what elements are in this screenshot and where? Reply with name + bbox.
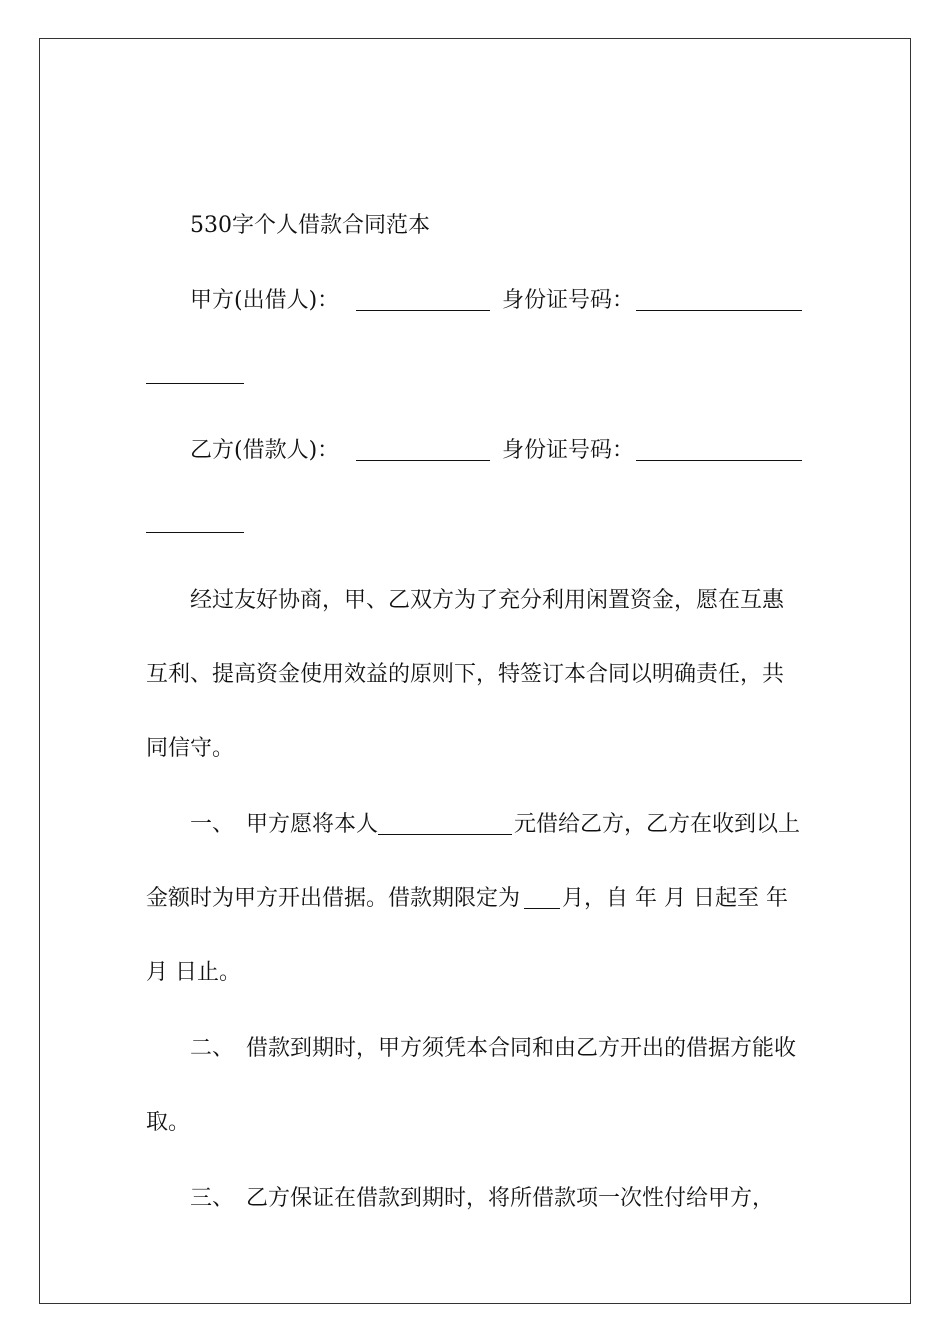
clause-3-number: 三、 — [190, 1186, 235, 1211]
document-title: 530字个人借款合同范本 — [190, 213, 430, 238]
clause-1-text-b: 元借给乙方，乙方在收到以上 — [514, 812, 801, 837]
clause-2-text: 借款到期时，甲方须凭本合同和由乙方开出的借据方能收 — [246, 1036, 797, 1061]
preamble-line-1: 经过友好协商，甲、乙双方为了充分利用闲置资金，愿在互惠 — [190, 588, 785, 613]
preamble-line-2: 互利、提高资金使用效益的原则下，特签订本合同以明确责任，共 — [146, 662, 785, 687]
party-a-id-label: 身份证号码： — [502, 288, 635, 313]
clause-1-months-blank — [524, 908, 560, 909]
clause-1-line-3: 月 日止。 — [146, 960, 241, 985]
party-b-id-label: 身份证号码： — [502, 438, 635, 463]
party-b-name-blank — [356, 460, 490, 461]
clause-2-line-2: 取。 — [146, 1110, 191, 1135]
preamble-line-3: 同信守。 — [146, 736, 235, 761]
clause-3-text: 乙方保证在借款到期时，将所借款项一次性付给甲方， — [246, 1186, 775, 1211]
party-b-id-blank — [636, 460, 802, 461]
clause-2-number: 二、 — [190, 1036, 235, 1061]
clause-1-amount-blank — [378, 834, 512, 835]
clause-1-number: 一、 — [190, 812, 235, 837]
party-a-name-blank — [356, 310, 490, 311]
clause-1-text-a: 甲方愿将本人 — [246, 812, 379, 837]
party-a-id-blank — [636, 310, 802, 311]
clause-1-line-2a: 金额时为甲方开出借据。借款期限定为 — [146, 886, 521, 911]
party-b-id-blank-cont — [146, 532, 244, 533]
party-a-label: 甲方(出借人)： — [190, 288, 340, 313]
party-a-id-blank-cont — [146, 383, 244, 384]
clause-1-line-2b: 月，自 年 月 日起至 年 — [562, 886, 788, 911]
party-b-label: 乙方(借款人)： — [190, 438, 340, 463]
